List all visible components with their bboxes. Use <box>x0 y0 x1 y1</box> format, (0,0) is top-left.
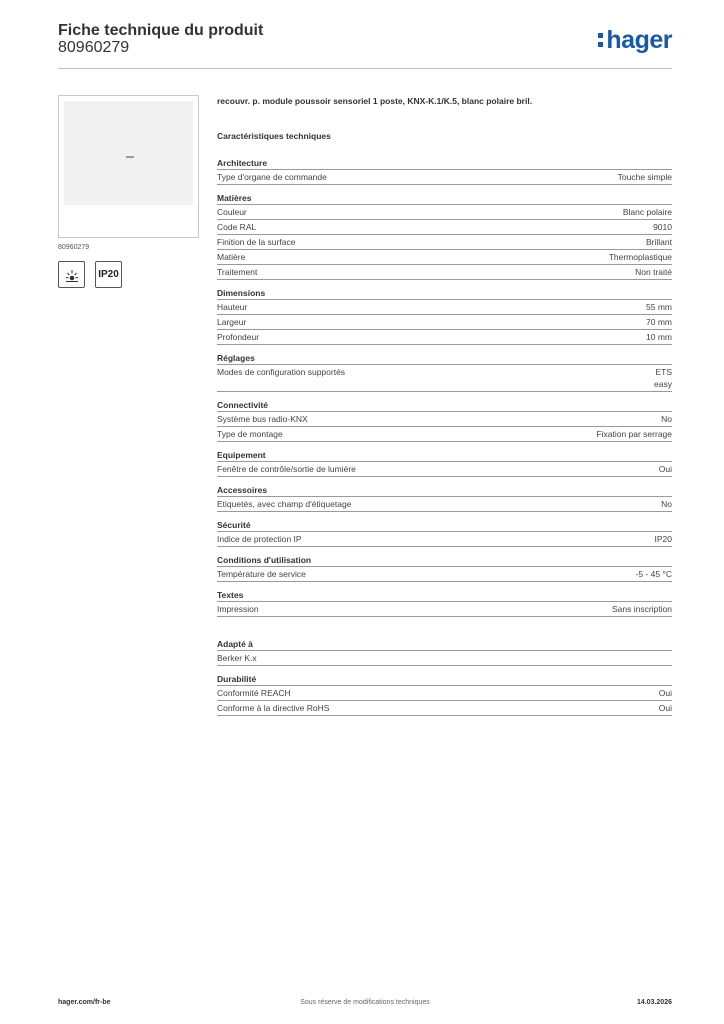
spec-section <box>217 588 672 617</box>
section-title: Sécurité <box>217 518 672 532</box>
section-spacer <box>217 623 672 637</box>
spec-section <box>217 398 672 442</box>
spec-value: Oui <box>658 688 672 698</box>
spec-row <box>217 315 672 330</box>
spec-row <box>217 497 672 512</box>
spec-section <box>217 518 672 547</box>
product-reference-caption: 80960279 <box>58 244 90 251</box>
spec-value: 9010 <box>653 222 672 232</box>
spec-value: ETS easy <box>654 367 672 389</box>
section-title: Durabilité <box>217 672 672 686</box>
spec-value: No <box>661 499 672 509</box>
spec-value: 10 mm <box>646 332 672 342</box>
page-header <box>58 22 672 69</box>
section-title: Matières <box>217 191 672 205</box>
spec-row <box>217 701 672 716</box>
spec-row <box>217 651 672 666</box>
spec-value: Fixation par serrage <box>596 429 672 439</box>
spec-section <box>217 156 672 185</box>
led-light-icon <box>58 261 85 288</box>
product-description: recouvr. p. module poussoir sensoriel 1 poste, KNX-K.1/K.5, blanc polaire bril. <box>217 96 533 106</box>
section-title: Réglages <box>217 351 672 365</box>
spec-row <box>217 567 672 582</box>
spec-row <box>217 300 672 315</box>
spec-value: Oui <box>658 464 672 474</box>
spec-value: 70 mm <box>646 317 672 327</box>
section-title: Adapté à <box>217 637 672 651</box>
spec-row <box>217 412 672 427</box>
spec-section <box>217 286 672 345</box>
spec-value: No <box>661 414 672 424</box>
section-title: Accessoires <box>217 483 672 497</box>
spec-row <box>217 250 672 265</box>
spec-section <box>217 672 672 716</box>
spec-value: -5 - 45 °C <box>635 569 672 579</box>
spec-row <box>217 265 672 280</box>
product-content <box>217 96 672 722</box>
spec-row <box>217 170 672 185</box>
ip-rating-badge: IP20 <box>95 261 122 288</box>
spec-row <box>217 686 672 701</box>
spec-label: Conformité REACH <box>217 688 291 698</box>
spec-row <box>217 205 672 220</box>
spec-sections <box>217 156 672 716</box>
spec-section <box>217 191 672 280</box>
product-image <box>58 95 199 238</box>
document-reference: 80960279 <box>58 39 130 56</box>
spec-label: Type d'organe de commande <box>217 172 327 182</box>
spec-row <box>217 532 672 547</box>
spec-label: Conforme à la directive RoHS <box>217 703 330 713</box>
spec-row <box>217 330 672 345</box>
section-title: Architecture <box>217 156 672 170</box>
spec-label: Température de service <box>217 569 306 579</box>
spec-label: Type de montage <box>217 429 283 439</box>
spec-label: Hauteur <box>217 302 248 312</box>
spec-label: Etiquetés, avec champ d'étiquetage <box>217 499 352 509</box>
spec-section <box>217 483 672 512</box>
product-led-window <box>126 156 134 158</box>
spec-value: 55 mm <box>646 302 672 312</box>
footer-notice: Sous réserve de modifications techniques <box>300 999 430 1006</box>
spec-row <box>217 427 672 442</box>
spec-value: Touche simple <box>617 172 672 182</box>
spec-value: Oui <box>658 703 672 713</box>
spec-label: Système bus radio-KNX <box>217 414 308 424</box>
spec-label: Modes de configuration supportés <box>217 367 346 377</box>
spec-section <box>217 553 672 582</box>
spec-label: Code RAL <box>217 222 257 232</box>
section-title: Conditions d'utilisation <box>217 553 672 567</box>
spec-value: Thermoplastique <box>608 252 672 262</box>
footer-date: 14.03.2026 <box>636 999 672 1006</box>
spec-value: Brillant <box>646 237 672 247</box>
document-title: Fiche technique du produit <box>58 22 264 39</box>
spec-label: Couleur <box>217 207 247 217</box>
spec-section <box>217 351 672 392</box>
section-title: Textes <box>217 588 672 602</box>
spec-value: Sans inscription <box>611 604 672 614</box>
spec-value: Blanc polaire <box>622 207 672 217</box>
spec-label: Largeur <box>217 317 247 327</box>
spec-section <box>217 637 672 666</box>
spec-label: Traitement <box>217 267 258 277</box>
spec-label: Impression <box>217 604 259 614</box>
section-title: Equipement <box>217 448 672 462</box>
hager-logo <box>598 26 672 55</box>
specs-heading: Caractéristiques techniques <box>217 131 331 141</box>
spec-row <box>217 462 672 477</box>
spec-section <box>217 448 672 477</box>
spec-label: Matière <box>217 252 246 262</box>
spec-label: Fenêtre de contrôle/sortie de lumière <box>217 464 356 474</box>
logo-dots-icon <box>598 31 604 49</box>
spec-value: IP20 <box>654 534 672 544</box>
spec-row <box>217 602 672 617</box>
product-cover-face <box>64 101 193 205</box>
spec-value: Non traité <box>635 267 672 277</box>
footer-website[interactable]: hager.com/fr-be <box>58 999 111 1006</box>
logo-text: hager <box>606 26 672 54</box>
spec-row <box>217 220 672 235</box>
section-title: Dimensions <box>217 286 672 300</box>
section-title: Connectivité <box>217 398 672 412</box>
spec-label: Indice de protection IP <box>217 534 302 544</box>
spec-label: Finition de la surface <box>217 237 296 247</box>
spec-label: Profondeur <box>217 332 260 342</box>
spec-row <box>217 365 672 392</box>
spec-row <box>217 235 672 250</box>
spec-label: Berker K.x <box>217 653 257 663</box>
